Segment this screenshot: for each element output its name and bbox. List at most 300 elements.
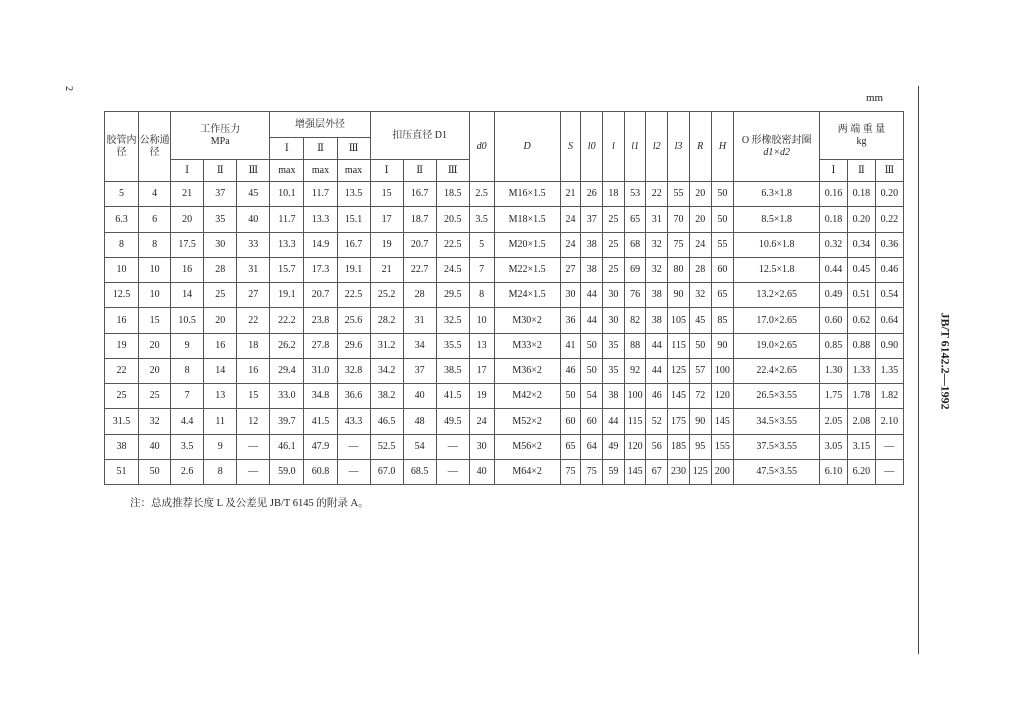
table-cell: 60 <box>581 409 603 434</box>
table-cell: 2.05 <box>820 409 848 434</box>
table-cell: 10 <box>139 283 171 308</box>
table-cell: — <box>436 459 469 484</box>
table-cell: 0.44 <box>820 257 848 282</box>
header-weight-III: Ⅲ <box>875 160 903 182</box>
table-cell: 19 <box>370 232 403 257</box>
table-cell: 3.05 <box>820 434 848 459</box>
table-cell: 44 <box>581 283 603 308</box>
table-cell: 11.7 <box>304 182 337 207</box>
table-cell: 0.88 <box>847 333 875 358</box>
table-cell: 54 <box>581 384 603 409</box>
table-cell: 3.15 <box>847 434 875 459</box>
table-cell: 30 <box>204 232 237 257</box>
table-cell: 67 <box>646 459 668 484</box>
table-cell: 13.2×2.65 <box>734 283 820 308</box>
table-cell: 13.3 <box>304 207 337 232</box>
table-cell: M24×1.5 <box>494 283 560 308</box>
table-cell: 25.6 <box>337 308 370 333</box>
table-cell: 22.7 <box>403 257 436 282</box>
table-cell: 1.30 <box>820 358 848 383</box>
table-cell: 0.90 <box>875 333 903 358</box>
table-cell: 8 <box>171 358 204 383</box>
table-cell: 2.10 <box>875 409 903 434</box>
table-cell: 34.5×3.55 <box>734 409 820 434</box>
table-cell: 54 <box>403 434 436 459</box>
table-cell: 46.1 <box>270 434 304 459</box>
table-cell: 49 <box>603 434 625 459</box>
table-cell: 65 <box>711 283 734 308</box>
table-cell: 37 <box>581 207 603 232</box>
table-cell: 0.85 <box>820 333 848 358</box>
table-cell: 47.5×3.55 <box>734 459 820 484</box>
table-cell: — <box>875 434 903 459</box>
table-cell: 19.0×2.65 <box>734 333 820 358</box>
table-cell: 2.6 <box>171 459 204 484</box>
table-cell: 38.5 <box>436 358 469 383</box>
table-cell: 2.5 <box>469 182 494 207</box>
table-cell: 1.82 <box>875 384 903 409</box>
table-cell: 46 <box>646 384 668 409</box>
table-cell: 47.9 <box>304 434 337 459</box>
header-o-ring <box>734 112 820 182</box>
table-cell: 14 <box>204 358 237 383</box>
header-d0: d0 <box>469 112 494 182</box>
table-cell: 50 <box>560 384 581 409</box>
table-cell: 28 <box>204 257 237 282</box>
table-cell: M22×1.5 <box>494 257 560 282</box>
table-cell: 4 <box>139 182 171 207</box>
table-row <box>105 333 904 358</box>
table-cell: 38 <box>646 308 668 333</box>
table-cell: M52×2 <box>494 409 560 434</box>
table-cell: 10.1 <box>270 182 304 207</box>
table-cell: 75 <box>581 459 603 484</box>
table-cell: 145 <box>624 459 646 484</box>
table-cell: 22 <box>105 358 139 383</box>
spec-table <box>104 111 904 485</box>
header-end-weight-label: 两 端 重 量 <box>837 124 886 135</box>
table-cell: 120 <box>711 384 734 409</box>
table-cell: 19.1 <box>337 257 370 282</box>
header-working-pressure <box>171 112 270 160</box>
table-cell: 22 <box>646 182 668 207</box>
header-crimp-II: Ⅱ <box>403 160 436 182</box>
table-cell: 20 <box>139 358 171 383</box>
table-cell: 34 <box>403 333 436 358</box>
header-l: l <box>603 112 625 182</box>
table-cell: 33 <box>237 232 270 257</box>
table-cell: 80 <box>668 257 690 282</box>
table-cell: 50 <box>139 459 171 484</box>
table-cell: 0.32 <box>820 232 848 257</box>
header-S: S <box>560 112 581 182</box>
table-cell: 1.35 <box>875 358 903 383</box>
table-row <box>105 384 904 409</box>
header-end-weight <box>820 112 904 160</box>
header-H: H <box>711 112 734 182</box>
header-pressure-II: Ⅱ <box>204 160 237 182</box>
table-cell: 65 <box>560 434 581 459</box>
table-cell: 0.64 <box>875 308 903 333</box>
table-cell: 75 <box>560 459 581 484</box>
table-cell: 46.5 <box>370 409 403 434</box>
table-cell: 38 <box>581 257 603 282</box>
table-row <box>105 409 904 434</box>
table-cell: 0.49 <box>820 283 848 308</box>
table-cell: 41.5 <box>304 409 337 434</box>
header-hose-id: 胶管内径 <box>105 112 139 182</box>
table-cell: 44 <box>603 409 625 434</box>
table-cell: 0.18 <box>820 207 848 232</box>
table-cell: 35 <box>204 207 237 232</box>
table-cell: 35 <box>603 358 625 383</box>
table-cell: M64×2 <box>494 459 560 484</box>
table-cell: 18.7 <box>403 207 436 232</box>
table-cell: 0.20 <box>847 207 875 232</box>
table-cell: 120 <box>624 434 646 459</box>
header-crimp-III: Ⅲ <box>436 160 469 182</box>
table-cell: 35.5 <box>436 333 469 358</box>
table-cell: 34.2 <box>370 358 403 383</box>
table-cell: 25 <box>603 257 625 282</box>
table-cell: 30 <box>469 434 494 459</box>
table-cell: 8.5×1.8 <box>734 207 820 232</box>
table-cell: 0.54 <box>875 283 903 308</box>
table-cell: 4.4 <box>171 409 204 434</box>
table-cell: 70 <box>668 207 690 232</box>
table-row <box>105 434 904 459</box>
unit-label: mm <box>866 92 884 104</box>
table-cell: 27 <box>237 283 270 308</box>
table-cell: 0.22 <box>875 207 903 232</box>
table-cell: 0.20 <box>875 182 903 207</box>
table-cell: 35 <box>603 333 625 358</box>
table-cell: 0.62 <box>847 308 875 333</box>
header-reinf-III: Ⅲ <box>337 138 370 160</box>
table-cell: 15.1 <box>337 207 370 232</box>
table-cell: 95 <box>689 434 711 459</box>
table-cell: 17 <box>370 207 403 232</box>
header-reinf-II: Ⅱ <box>304 138 337 160</box>
header-end-weight-unit: kg <box>856 135 867 147</box>
table-cell: — <box>436 434 469 459</box>
header-crimp-diameter: 扣压直径 D1 <box>370 112 469 160</box>
table-cell: 45 <box>237 182 270 207</box>
table-cell: 59.0 <box>270 459 304 484</box>
table-cell: 46 <box>560 358 581 383</box>
table-note: 注：总成推荐长度 L 及公差见 JB/T 6145 的附录 A。 <box>130 498 369 509</box>
table-cell: 44 <box>581 308 603 333</box>
header-weight-I: Ⅰ <box>820 160 848 182</box>
table-cell: 10 <box>469 308 494 333</box>
table-cell: 13.3 <box>270 232 304 257</box>
table-cell: 0.34 <box>847 232 875 257</box>
header-o-ring-label: O 形橡胶密封圈 <box>741 135 812 146</box>
table-cell: 67.0 <box>370 459 403 484</box>
table-cell: 0.36 <box>875 232 903 257</box>
table-cell: 12.5 <box>105 283 139 308</box>
table-cell: 65 <box>624 207 646 232</box>
table-cell: 57 <box>689 358 711 383</box>
header-nominal-bore: 公称通径 <box>139 112 171 182</box>
table-cell: 82 <box>624 308 646 333</box>
table-cell: 5 <box>469 232 494 257</box>
table-cell: M56×2 <box>494 434 560 459</box>
table-cell: 44 <box>646 358 668 383</box>
table-cell: 48 <box>403 409 436 434</box>
table-cell: 6.20 <box>847 459 875 484</box>
table-cell: 0.46 <box>875 257 903 282</box>
header-l1: l1 <box>624 112 646 182</box>
table-cell: 100 <box>711 358 734 383</box>
table-cell: 105 <box>668 308 690 333</box>
table-cell: 52.5 <box>370 434 403 459</box>
table-cell: 85 <box>711 308 734 333</box>
page-number: 2 <box>63 86 74 91</box>
table-cell: 37.5×3.55 <box>734 434 820 459</box>
table-row <box>105 308 904 333</box>
table-cell: 20.5 <box>436 207 469 232</box>
table-cell: 32 <box>689 283 711 308</box>
table-cell: 60 <box>711 257 734 282</box>
table-cell: 32.5 <box>436 308 469 333</box>
table-cell: 38.2 <box>370 384 403 409</box>
table-cell: 22.4×2.65 <box>734 358 820 383</box>
table-cell: 12 <box>237 409 270 434</box>
table-cell: M30×2 <box>494 308 560 333</box>
table-cell: 16 <box>105 308 139 333</box>
table-cell: 20 <box>171 207 204 232</box>
table-cell: 23.8 <box>304 308 337 333</box>
table-cell: 24.5 <box>436 257 469 282</box>
table-row <box>105 358 904 383</box>
table-cell: 37 <box>403 358 436 383</box>
table-cell: 16 <box>171 257 204 282</box>
table-cell: 38 <box>646 283 668 308</box>
table-cell: 36 <box>560 308 581 333</box>
table-cell: 31.5 <box>105 409 139 434</box>
table-cell: 1.78 <box>847 384 875 409</box>
table-cell: 55 <box>711 232 734 257</box>
table-cell: 92 <box>624 358 646 383</box>
table-cell: 29.5 <box>436 283 469 308</box>
table-cell: 6.3×1.8 <box>734 182 820 207</box>
margin-rule <box>918 86 919 654</box>
table-cell: 24 <box>560 232 581 257</box>
table-cell: 37 <box>204 182 237 207</box>
table-row <box>105 232 904 257</box>
header-l2: l2 <box>646 112 668 182</box>
table-cell: 20.7 <box>304 283 337 308</box>
table-cell: 31.0 <box>304 358 337 383</box>
header-reinf-I: Ⅰ <box>270 138 304 160</box>
table-cell: 51 <box>105 459 139 484</box>
table-cell: 14 <box>171 283 204 308</box>
table-cell: 18 <box>237 333 270 358</box>
table-cell: 0.60 <box>820 308 848 333</box>
header-reinf-max-II: max <box>304 160 337 182</box>
table-cell: 10 <box>139 257 171 282</box>
table-cell: 17 <box>469 358 494 383</box>
table-cell: 21 <box>171 182 204 207</box>
table-cell: 28 <box>689 257 711 282</box>
header-reinf-max-I: max <box>270 160 304 182</box>
table-cell: 115 <box>624 409 646 434</box>
table-cell: 3.5 <box>171 434 204 459</box>
table-cell: 75 <box>668 232 690 257</box>
table-cell: — <box>875 459 903 484</box>
table-cell: — <box>337 434 370 459</box>
table-cell: 6 <box>139 207 171 232</box>
table-cell: — <box>237 434 270 459</box>
table-cell: 29.6 <box>337 333 370 358</box>
table-cell: 100 <box>624 384 646 409</box>
table-cell: 1.33 <box>847 358 875 383</box>
table-cell: 32 <box>646 232 668 257</box>
table-cell: M42×2 <box>494 384 560 409</box>
table-row <box>105 283 904 308</box>
table-cell: 59 <box>603 459 625 484</box>
table-cell: — <box>337 459 370 484</box>
table-cell: 15 <box>237 384 270 409</box>
table-cell: 10.5 <box>171 308 204 333</box>
table-cell: 69 <box>624 257 646 282</box>
table-cell: 16 <box>237 358 270 383</box>
table-cell: 9 <box>171 333 204 358</box>
table-cell: 1.75 <box>820 384 848 409</box>
table-cell: 25 <box>105 384 139 409</box>
table-cell: 20 <box>689 207 711 232</box>
table-cell: 0.18 <box>847 182 875 207</box>
header-pressure-I: Ⅰ <box>171 160 204 182</box>
table-cell: 8 <box>469 283 494 308</box>
table-cell: 68 <box>624 232 646 257</box>
table-cell: 16.7 <box>403 182 436 207</box>
table-cell: 16.7 <box>337 232 370 257</box>
table-cell: 14.9 <box>304 232 337 257</box>
table-cell: M18×1.5 <box>494 207 560 232</box>
table-body <box>105 182 904 485</box>
table-cell: 8 <box>139 232 171 257</box>
header-weight-II: Ⅱ <box>847 160 875 182</box>
table-cell: 34.8 <box>304 384 337 409</box>
table-cell: 90 <box>711 333 734 358</box>
table-cell: 56 <box>646 434 668 459</box>
table-cell: 145 <box>668 384 690 409</box>
table-cell: 31 <box>237 257 270 282</box>
header-o-ring-sub: d1×d2 <box>763 146 791 158</box>
table-cell: 88 <box>624 333 646 358</box>
table-cell: 26.2 <box>270 333 304 358</box>
table-cell: 21 <box>560 182 581 207</box>
header-reinforcement-od: 增强层外径 <box>270 112 370 138</box>
table-cell: 50 <box>711 207 734 232</box>
table-cell: 125 <box>668 358 690 383</box>
header-working-pressure-unit: MPa <box>210 135 230 147</box>
table-cell: 64 <box>581 434 603 459</box>
table-cell: 36.6 <box>337 384 370 409</box>
table-cell: 17.5 <box>171 232 204 257</box>
header-l0: l0 <box>581 112 603 182</box>
table-cell: 25 <box>204 283 237 308</box>
table-cell: 8 <box>204 459 237 484</box>
table-cell: 31 <box>403 308 436 333</box>
table-cell: 50 <box>689 333 711 358</box>
table-row <box>105 257 904 282</box>
table-cell: 10.6×1.8 <box>734 232 820 257</box>
table-cell: 18 <box>603 182 625 207</box>
table-cell: 15 <box>139 308 171 333</box>
table-cell: 38 <box>581 232 603 257</box>
table-cell: 32.8 <box>337 358 370 383</box>
table-cell: 185 <box>668 434 690 459</box>
header-working-pressure-label: 工作压力 <box>200 124 241 135</box>
table-cell: 24 <box>560 207 581 232</box>
table-cell: 26.5×3.55 <box>734 384 820 409</box>
table-cell: 17.0×2.65 <box>734 308 820 333</box>
table-cell: 145 <box>711 409 734 434</box>
table-cell: 15 <box>370 182 403 207</box>
table-cell: 25.2 <box>370 283 403 308</box>
header-R: R <box>689 112 711 182</box>
table-cell: 6.10 <box>820 459 848 484</box>
table-cell: 20 <box>204 308 237 333</box>
table-cell: 49.5 <box>436 409 469 434</box>
table-cell: 45 <box>689 308 711 333</box>
table-cell: 39.7 <box>270 409 304 434</box>
table-cell: 15.7 <box>270 257 304 282</box>
table-cell: 90 <box>668 283 690 308</box>
standard-code: JB/T 6142.2—1992 <box>938 312 953 410</box>
table-cell: 0.45 <box>847 257 875 282</box>
table-cell: 38 <box>105 434 139 459</box>
table-row <box>105 459 904 484</box>
table-cell: 90 <box>689 409 711 434</box>
table-cell: M36×2 <box>494 358 560 383</box>
table-cell: 24 <box>469 409 494 434</box>
table-cell: 16 <box>204 333 237 358</box>
table-cell: 31.2 <box>370 333 403 358</box>
table-cell: 33.0 <box>270 384 304 409</box>
table-cell: 53 <box>624 182 646 207</box>
table-cell: 41 <box>560 333 581 358</box>
table-cell: 13.5 <box>337 182 370 207</box>
table-cell: 40 <box>139 434 171 459</box>
table-cell: 22.5 <box>337 283 370 308</box>
table-cell: 32 <box>646 257 668 282</box>
table-cell: 28.2 <box>370 308 403 333</box>
table-cell: 60.8 <box>304 459 337 484</box>
table-cell: M20×1.5 <box>494 232 560 257</box>
table-cell: 7 <box>469 257 494 282</box>
header-D: D <box>494 112 560 182</box>
table-cell: 25 <box>603 232 625 257</box>
table-cell: 31 <box>646 207 668 232</box>
table-cell: 22.5 <box>436 232 469 257</box>
table-cell: 30 <box>603 283 625 308</box>
table-cell: 13 <box>469 333 494 358</box>
table-cell: 17.3 <box>304 257 337 282</box>
table-cell: 7 <box>171 384 204 409</box>
table-cell: 2.08 <box>847 409 875 434</box>
table-cell: 27.8 <box>304 333 337 358</box>
table-row <box>105 207 904 232</box>
table-cell: 125 <box>689 459 711 484</box>
table-cell: M33×2 <box>494 333 560 358</box>
table-cell: 50 <box>581 333 603 358</box>
table-cell: 18.5 <box>436 182 469 207</box>
table-cell: 30 <box>603 308 625 333</box>
